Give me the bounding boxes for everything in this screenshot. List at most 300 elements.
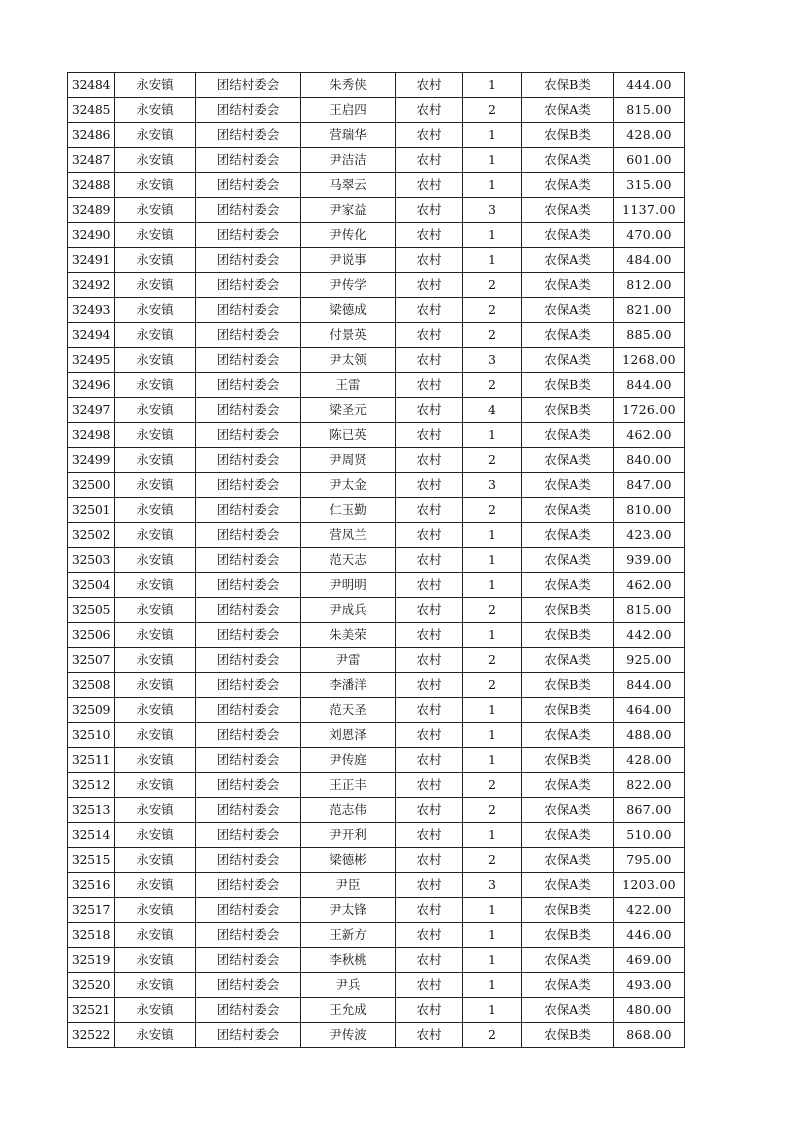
town-cell: 永安镇 — [115, 98, 196, 123]
person-name-cell: 范志伟 — [301, 798, 396, 823]
person-name-cell: 王雷 — [301, 373, 396, 398]
table-row — [68, 198, 685, 223]
table-row — [68, 173, 685, 198]
table-row — [68, 873, 685, 898]
table-row — [68, 623, 685, 648]
amount-cell: 847.00 — [614, 473, 685, 498]
town-cell: 永安镇 — [115, 523, 196, 548]
family-size-cell: 2 — [463, 598, 522, 623]
town-cell: 永安镇 — [115, 748, 196, 773]
household-type-cell: 农村 — [396, 248, 463, 273]
table-row — [68, 398, 685, 423]
family-size-cell: 1 — [463, 523, 522, 548]
household-type-cell: 农村 — [396, 848, 463, 873]
table-row — [68, 273, 685, 298]
family-size-cell: 1 — [463, 423, 522, 448]
village-committee-cell: 团结村委会 — [196, 898, 301, 923]
village-committee-cell: 团结村委会 — [196, 573, 301, 598]
household-type-cell: 农村 — [396, 223, 463, 248]
insurance-category-cell: 农保B类 — [522, 698, 614, 723]
village-committee-cell: 团结村委会 — [196, 673, 301, 698]
insurance-category-cell: 农保A类 — [522, 948, 614, 973]
village-committee-cell: 团结村委会 — [196, 998, 301, 1023]
village-committee-cell: 团结村委会 — [196, 423, 301, 448]
household-type-cell: 农村 — [396, 698, 463, 723]
amount-cell: 844.00 — [614, 373, 685, 398]
insurance-category-cell: 农保B类 — [522, 598, 614, 623]
record-id-cell: 32500 — [68, 473, 115, 498]
insurance-category-cell: 农保A类 — [522, 773, 614, 798]
person-name-cell: 李秋桃 — [301, 948, 396, 973]
insurance-category-cell: 农保B类 — [522, 673, 614, 698]
town-cell: 永安镇 — [115, 973, 196, 998]
household-type-cell: 农村 — [396, 623, 463, 648]
amount-cell: 795.00 — [614, 848, 685, 873]
village-committee-cell: 团结村委会 — [196, 123, 301, 148]
household-type-cell: 农村 — [396, 748, 463, 773]
village-committee-cell: 团结村委会 — [196, 623, 301, 648]
village-committee-cell: 团结村委会 — [196, 548, 301, 573]
household-type-cell: 农村 — [396, 798, 463, 823]
amount-cell: 462.00 — [614, 423, 685, 448]
record-id-cell: 32510 — [68, 723, 115, 748]
family-size-cell: 3 — [463, 198, 522, 223]
person-name-cell: 梁德彬 — [301, 848, 396, 873]
town-cell: 永安镇 — [115, 848, 196, 873]
village-committee-cell: 团结村委会 — [196, 973, 301, 998]
table-row — [68, 573, 685, 598]
insurance-category-cell: 农保A类 — [522, 223, 614, 248]
household-type-cell: 农村 — [396, 898, 463, 923]
amount-cell: 444.00 — [614, 73, 685, 98]
record-id-cell: 32514 — [68, 823, 115, 848]
person-name-cell: 尹兵 — [301, 973, 396, 998]
insurance-category-cell: 农保B类 — [522, 623, 614, 648]
household-type-cell: 农村 — [396, 73, 463, 98]
table-row — [68, 498, 685, 523]
amount-cell: 510.00 — [614, 823, 685, 848]
household-type-cell: 农村 — [396, 198, 463, 223]
town-cell: 永安镇 — [115, 798, 196, 823]
record-id-cell: 32496 — [68, 373, 115, 398]
household-type-cell: 农村 — [396, 273, 463, 298]
record-id-cell: 32506 — [68, 623, 115, 648]
village-committee-cell: 团结村委会 — [196, 698, 301, 723]
record-id-cell: 32487 — [68, 148, 115, 173]
town-cell: 永安镇 — [115, 148, 196, 173]
amount-cell: 812.00 — [614, 273, 685, 298]
family-size-cell: 1 — [463, 248, 522, 273]
family-size-cell: 3 — [463, 473, 522, 498]
table-row — [68, 798, 685, 823]
person-name-cell: 尹太锋 — [301, 898, 396, 923]
village-committee-cell: 团结村委会 — [196, 73, 301, 98]
family-size-cell: 2 — [463, 298, 522, 323]
record-id-cell: 32490 — [68, 223, 115, 248]
table-row — [68, 923, 685, 948]
amount-cell: 822.00 — [614, 773, 685, 798]
amount-cell: 423.00 — [614, 523, 685, 548]
amount-cell: 464.00 — [614, 698, 685, 723]
town-cell: 永安镇 — [115, 173, 196, 198]
record-id-cell: 32521 — [68, 998, 115, 1023]
table-row — [68, 698, 685, 723]
village-committee-cell: 团结村委会 — [196, 173, 301, 198]
village-committee-cell: 团结村委会 — [196, 373, 301, 398]
amount-cell: 1203.00 — [614, 873, 685, 898]
household-type-cell: 农村 — [396, 348, 463, 373]
village-committee-cell: 团结村委会 — [196, 198, 301, 223]
person-name-cell: 尹臣 — [301, 873, 396, 898]
amount-cell: 815.00 — [614, 98, 685, 123]
table-row — [68, 648, 685, 673]
town-cell: 永安镇 — [115, 223, 196, 248]
record-id-cell: 32489 — [68, 198, 115, 223]
insurance-category-cell: 农保A类 — [522, 498, 614, 523]
amount-cell: 493.00 — [614, 973, 685, 998]
table-row — [68, 73, 685, 98]
amount-cell: 469.00 — [614, 948, 685, 973]
family-size-cell: 1 — [463, 748, 522, 773]
record-id-cell: 32507 — [68, 648, 115, 673]
town-cell: 永安镇 — [115, 623, 196, 648]
family-size-cell: 1 — [463, 173, 522, 198]
insurance-category-cell: 农保B类 — [522, 898, 614, 923]
record-id-cell: 32494 — [68, 323, 115, 348]
family-size-cell: 2 — [463, 273, 522, 298]
amount-cell: 428.00 — [614, 123, 685, 148]
amount-cell: 480.00 — [614, 998, 685, 1023]
record-id-cell: 32486 — [68, 123, 115, 148]
family-size-cell: 1 — [463, 948, 522, 973]
family-size-cell: 1 — [463, 823, 522, 848]
family-size-cell: 2 — [463, 648, 522, 673]
record-id-cell: 32505 — [68, 598, 115, 623]
table-row — [68, 123, 685, 148]
town-cell: 永安镇 — [115, 298, 196, 323]
record-id-cell: 32509 — [68, 698, 115, 723]
person-name-cell: 尹说事 — [301, 248, 396, 273]
record-id-cell: 32497 — [68, 398, 115, 423]
town-cell: 永安镇 — [115, 323, 196, 348]
village-committee-cell: 团结村委会 — [196, 873, 301, 898]
record-id-cell: 32499 — [68, 448, 115, 473]
town-cell: 永安镇 — [115, 648, 196, 673]
insurance-category-cell: 农保A类 — [522, 473, 614, 498]
insurance-category-cell: 农保A类 — [522, 648, 614, 673]
town-cell: 永安镇 — [115, 73, 196, 98]
person-name-cell: 尹雷 — [301, 648, 396, 673]
table-row — [68, 373, 685, 398]
record-id-cell: 32516 — [68, 873, 115, 898]
family-size-cell: 1 — [463, 548, 522, 573]
insurance-category-cell: 农保A类 — [522, 173, 614, 198]
person-name-cell: 朱美荣 — [301, 623, 396, 648]
village-committee-cell: 团结村委会 — [196, 1023, 301, 1048]
insurance-category-cell: 农保A类 — [522, 348, 614, 373]
person-name-cell: 尹太领 — [301, 348, 396, 373]
household-type-cell: 农村 — [396, 723, 463, 748]
person-name-cell: 王正丰 — [301, 773, 396, 798]
record-id-cell: 32495 — [68, 348, 115, 373]
village-committee-cell: 团结村委会 — [196, 98, 301, 123]
amount-cell: 446.00 — [614, 923, 685, 948]
village-committee-cell: 团结村委会 — [196, 498, 301, 523]
village-committee-cell: 团结村委会 — [196, 448, 301, 473]
person-name-cell: 尹洁洁 — [301, 148, 396, 173]
amount-cell: 939.00 — [614, 548, 685, 573]
family-size-cell: 1 — [463, 898, 522, 923]
person-name-cell: 李潘洋 — [301, 673, 396, 698]
household-type-cell: 农村 — [396, 973, 463, 998]
village-committee-cell: 团结村委会 — [196, 748, 301, 773]
amount-cell: 868.00 — [614, 1023, 685, 1048]
record-id-cell: 32504 — [68, 573, 115, 598]
town-cell: 永安镇 — [115, 573, 196, 598]
household-type-cell: 农村 — [396, 323, 463, 348]
village-committee-cell: 团结村委会 — [196, 348, 301, 373]
town-cell: 永安镇 — [115, 198, 196, 223]
insurance-category-cell: 农保B类 — [522, 373, 614, 398]
table-body — [68, 73, 685, 1048]
household-type-cell: 农村 — [396, 523, 463, 548]
record-id-cell: 32503 — [68, 548, 115, 573]
town-cell: 永安镇 — [115, 823, 196, 848]
town-cell: 永安镇 — [115, 373, 196, 398]
table-row — [68, 598, 685, 623]
village-committee-cell: 团结村委会 — [196, 848, 301, 873]
record-id-cell: 32498 — [68, 423, 115, 448]
table-row — [68, 348, 685, 373]
record-id-cell: 32517 — [68, 898, 115, 923]
family-size-cell: 2 — [463, 98, 522, 123]
town-cell: 永安镇 — [115, 948, 196, 973]
household-type-cell: 农村 — [396, 673, 463, 698]
person-name-cell: 尹周贤 — [301, 448, 396, 473]
family-size-cell: 1 — [463, 73, 522, 98]
insurance-category-cell: 农保A类 — [522, 723, 614, 748]
family-size-cell: 3 — [463, 873, 522, 898]
record-id-cell: 32518 — [68, 923, 115, 948]
household-type-cell: 农村 — [396, 923, 463, 948]
record-id-cell: 32492 — [68, 273, 115, 298]
household-type-cell: 农村 — [396, 498, 463, 523]
record-id-cell: 32501 — [68, 498, 115, 523]
person-name-cell: 尹传化 — [301, 223, 396, 248]
town-cell: 永安镇 — [115, 598, 196, 623]
household-type-cell: 农村 — [396, 573, 463, 598]
family-size-cell: 4 — [463, 398, 522, 423]
insurance-category-cell: 农保B类 — [522, 123, 614, 148]
town-cell: 永安镇 — [115, 923, 196, 948]
household-type-cell: 农村 — [396, 598, 463, 623]
town-cell: 永安镇 — [115, 273, 196, 298]
insurance-category-cell: 农保A类 — [522, 323, 614, 348]
person-name-cell: 尹家益 — [301, 198, 396, 223]
town-cell: 永安镇 — [115, 1023, 196, 1048]
amount-cell: 867.00 — [614, 798, 685, 823]
family-size-cell: 2 — [463, 848, 522, 873]
amount-cell: 840.00 — [614, 448, 685, 473]
village-committee-cell: 团结村委会 — [196, 923, 301, 948]
household-type-cell: 农村 — [396, 398, 463, 423]
record-id-cell: 32513 — [68, 798, 115, 823]
insurance-category-cell: 农保A类 — [522, 998, 614, 1023]
person-name-cell: 尹明明 — [301, 573, 396, 598]
town-cell: 永安镇 — [115, 423, 196, 448]
family-size-cell: 2 — [463, 373, 522, 398]
person-name-cell: 尹传波 — [301, 1023, 396, 1048]
person-name-cell: 马翠云 — [301, 173, 396, 198]
insurance-category-cell: 农保A类 — [522, 273, 614, 298]
town-cell: 永安镇 — [115, 348, 196, 373]
table-row — [68, 973, 685, 998]
town-cell: 永安镇 — [115, 498, 196, 523]
insurance-category-cell: 农保A类 — [522, 448, 614, 473]
insurance-category-cell: 农保A类 — [522, 848, 614, 873]
family-size-cell: 1 — [463, 223, 522, 248]
village-committee-cell: 团结村委会 — [196, 798, 301, 823]
village-committee-cell: 团结村委会 — [196, 598, 301, 623]
household-type-cell: 农村 — [396, 473, 463, 498]
insurance-category-cell: 农保A类 — [522, 973, 614, 998]
household-type-cell: 农村 — [396, 423, 463, 448]
household-type-cell: 农村 — [396, 123, 463, 148]
table-row — [68, 748, 685, 773]
family-size-cell: 1 — [463, 723, 522, 748]
person-name-cell: 王启四 — [301, 98, 396, 123]
person-name-cell: 范天志 — [301, 548, 396, 573]
record-id-cell: 32488 — [68, 173, 115, 198]
household-type-cell: 农村 — [396, 148, 463, 173]
record-id-cell: 32485 — [68, 98, 115, 123]
household-type-cell: 农村 — [396, 1023, 463, 1048]
table-row — [68, 223, 685, 248]
town-cell: 永安镇 — [115, 723, 196, 748]
amount-cell: 462.00 — [614, 573, 685, 598]
table-row — [68, 473, 685, 498]
person-name-cell: 陈已英 — [301, 423, 396, 448]
town-cell: 永安镇 — [115, 998, 196, 1023]
town-cell: 永安镇 — [115, 873, 196, 898]
village-committee-cell: 团结村委会 — [196, 323, 301, 348]
village-committee-cell: 团结村委会 — [196, 773, 301, 798]
household-type-cell: 农村 — [396, 173, 463, 198]
insurance-category-cell: 农保A类 — [522, 248, 614, 273]
table-row — [68, 723, 685, 748]
table-row — [68, 823, 685, 848]
amount-cell: 1726.00 — [614, 398, 685, 423]
insurance-category-cell: 农保A类 — [522, 548, 614, 573]
insurance-category-cell: 农保A类 — [522, 798, 614, 823]
family-size-cell: 1 — [463, 923, 522, 948]
person-name-cell: 尹传庭 — [301, 748, 396, 773]
record-id-cell: 32512 — [68, 773, 115, 798]
family-size-cell: 2 — [463, 773, 522, 798]
insurance-category-cell: 农保B类 — [522, 1023, 614, 1048]
town-cell: 永安镇 — [115, 398, 196, 423]
table-row — [68, 548, 685, 573]
family-size-cell: 2 — [463, 673, 522, 698]
person-name-cell: 王新方 — [301, 923, 396, 948]
person-name-cell: 尹成兵 — [301, 598, 396, 623]
village-committee-cell: 团结村委会 — [196, 648, 301, 673]
amount-cell: 810.00 — [614, 498, 685, 523]
table-row — [68, 248, 685, 273]
table-row — [68, 323, 685, 348]
person-name-cell: 范天圣 — [301, 698, 396, 723]
person-name-cell: 刘恩泽 — [301, 723, 396, 748]
town-cell: 永安镇 — [115, 673, 196, 698]
insurance-category-cell: 农保A类 — [522, 148, 614, 173]
table-row — [68, 98, 685, 123]
person-name-cell: 营凤兰 — [301, 523, 396, 548]
village-committee-cell: 团结村委会 — [196, 148, 301, 173]
record-id-cell: 32522 — [68, 1023, 115, 1048]
amount-cell: 1137.00 — [614, 198, 685, 223]
village-committee-cell: 团结村委会 — [196, 298, 301, 323]
insurance-category-cell: 农保B类 — [522, 923, 614, 948]
table-row — [68, 523, 685, 548]
family-size-cell: 2 — [463, 798, 522, 823]
household-type-cell: 农村 — [396, 998, 463, 1023]
household-type-cell: 农村 — [396, 823, 463, 848]
insurance-category-cell: 农保A类 — [522, 573, 614, 598]
household-type-cell: 农村 — [396, 873, 463, 898]
village-committee-cell: 团结村委会 — [196, 823, 301, 848]
person-name-cell: 尹传学 — [301, 273, 396, 298]
insurance-category-cell: 农保A类 — [522, 98, 614, 123]
amount-cell: 885.00 — [614, 323, 685, 348]
table-row — [68, 298, 685, 323]
family-size-cell: 1 — [463, 573, 522, 598]
record-id-cell: 32515 — [68, 848, 115, 873]
family-size-cell: 3 — [463, 348, 522, 373]
amount-cell: 488.00 — [614, 723, 685, 748]
person-name-cell: 尹太金 — [301, 473, 396, 498]
family-size-cell: 2 — [463, 448, 522, 473]
household-type-cell: 农村 — [396, 98, 463, 123]
record-id-cell: 32484 — [68, 73, 115, 98]
household-type-cell: 农村 — [396, 948, 463, 973]
table-row — [68, 848, 685, 873]
town-cell: 永安镇 — [115, 123, 196, 148]
record-id-cell: 32511 — [68, 748, 115, 773]
beneficiary-table — [67, 72, 685, 1048]
insurance-category-cell: 农保A类 — [522, 523, 614, 548]
table-row — [68, 998, 685, 1023]
amount-cell: 1268.00 — [614, 348, 685, 373]
household-type-cell: 农村 — [396, 773, 463, 798]
insurance-category-cell: 农保A类 — [522, 298, 614, 323]
table-row — [68, 673, 685, 698]
record-id-cell: 32519 — [68, 948, 115, 973]
person-name-cell: 仁玉勤 — [301, 498, 396, 523]
person-name-cell: 付景英 — [301, 323, 396, 348]
town-cell: 永安镇 — [115, 448, 196, 473]
amount-cell: 844.00 — [614, 673, 685, 698]
person-name-cell: 梁圣元 — [301, 398, 396, 423]
village-committee-cell: 团结村委会 — [196, 723, 301, 748]
table-row — [68, 1023, 685, 1048]
insurance-category-cell: 农保B类 — [522, 398, 614, 423]
family-size-cell: 1 — [463, 623, 522, 648]
table-row — [68, 423, 685, 448]
village-committee-cell: 团结村委会 — [196, 523, 301, 548]
household-type-cell: 农村 — [396, 448, 463, 473]
family-size-cell: 1 — [463, 123, 522, 148]
person-name-cell: 梁德成 — [301, 298, 396, 323]
